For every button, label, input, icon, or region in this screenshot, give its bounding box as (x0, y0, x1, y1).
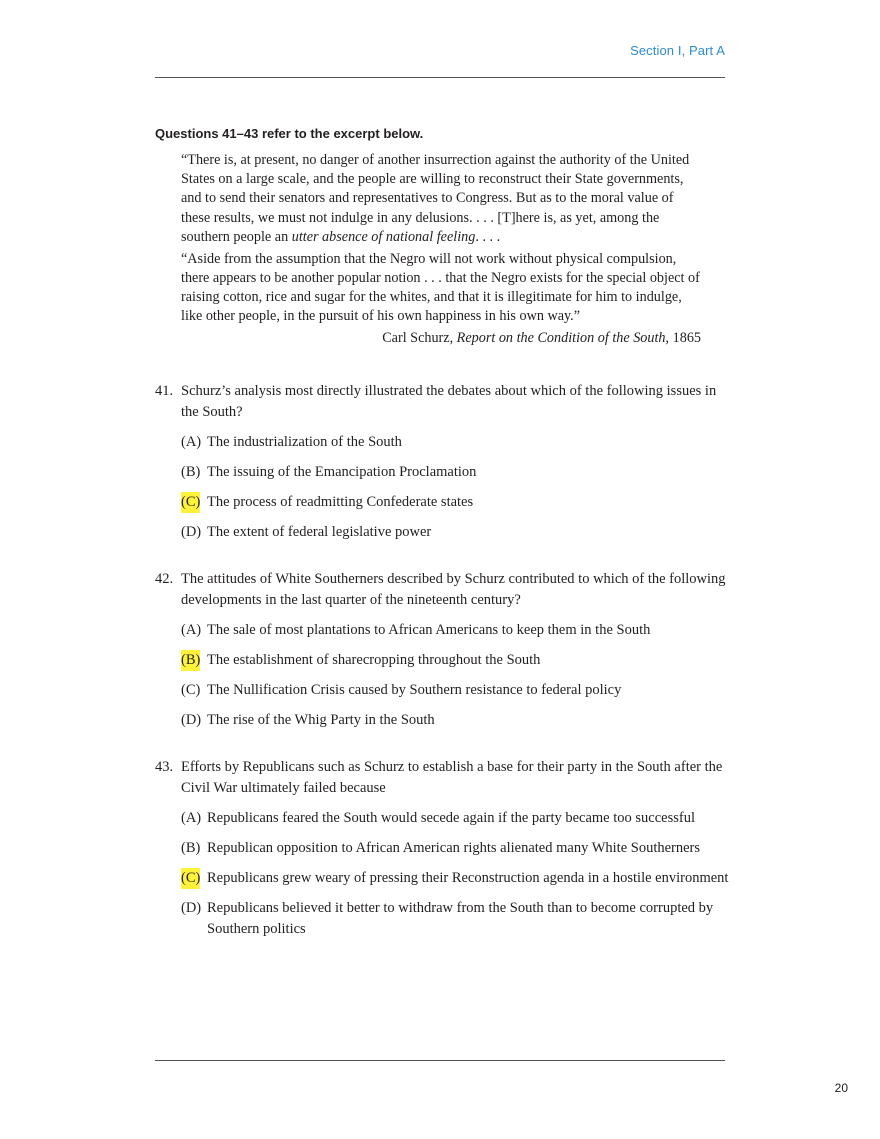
page-number: 20 (834, 1081, 848, 1095)
question-42 (155, 569, 735, 731)
question-number: 41. (155, 383, 174, 399)
choice-text: The sale of most plantations to African Americans to keep them in the South (207, 622, 651, 638)
choice-text: Republicans feared the South would secede again if the party became too successful (207, 810, 695, 826)
choice-letter-highlighted: (B) (181, 650, 200, 671)
choice-a[interactable] (155, 808, 735, 829)
excerpt-paragraph-2: “Aside from the assumption that the Negro will not work without physical compulsion, there appears to be another popular notion . . . that the Negro exists for the special object of raising cotton, rice and sugar for the whites, and that it is illegitimate for him to indulge, like other people, in the pursuit of his own happiness in his own way.” (181, 250, 700, 325)
choice-text: The establishment of sharecropping throughout the South (207, 652, 541, 668)
choice-text: Republicans grew weary of pressing their Reconstruction agenda in a hostile environment (207, 870, 729, 886)
choice-c[interactable] (155, 492, 735, 513)
question-text: The attitudes of White Southerners described by Schurz contributed to which of the following developments in the last quarter of the nineteenth century? (181, 571, 726, 608)
questions-intro: Questions 41–43 refer to the excerpt below. (155, 126, 424, 141)
choice-d[interactable] (155, 710, 735, 731)
choice-letter-highlighted: (C) (181, 492, 200, 513)
choice-letter: (C) (181, 682, 201, 698)
choice-b[interactable] (155, 838, 735, 859)
choice-letter: (B) (181, 464, 201, 480)
question-41 (155, 381, 735, 543)
choice-text: The issuing of the Emancipation Proclamation (207, 464, 477, 480)
section-header: Section I, Part A (630, 43, 725, 58)
excerpt-source (181, 329, 701, 348)
choice-letter: (D) (181, 524, 202, 540)
excerpt-paragraph-1 (181, 151, 701, 247)
question-stem (155, 381, 735, 423)
choice-a[interactable] (155, 432, 735, 453)
question-stem (155, 757, 735, 799)
choice-letter: (A) (181, 434, 202, 450)
choice-letter-highlighted: (C) (181, 868, 200, 889)
choice-d[interactable] (155, 898, 735, 940)
excerpt-emphasis: utter absence of national feeling (291, 228, 476, 245)
choice-letter: (D) (181, 712, 202, 728)
choice-text: Republican opposition to African American rights alienated many White Southerners (207, 840, 701, 856)
choice-c[interactable] (155, 868, 735, 889)
source-year: , 1865 (665, 329, 701, 346)
choice-b[interactable] (155, 462, 735, 483)
excerpt (181, 151, 701, 351)
choice-text: The process of readmitting Confederate states (207, 494, 474, 510)
header-rule (155, 77, 725, 78)
choice-b[interactable] (155, 650, 735, 671)
source-author: Carl Schurz, (382, 329, 457, 346)
question-43 (155, 757, 735, 940)
excerpt-text: “There is, at present, no danger of another insurrection against the authority of the United States on a large scale, and the people are willing to reconstruct their State governments, and to send their senators and representatives to Congress. But as to the moral value of these results, we must not indulge in any delusions. . . . [T]here is, as yet, among the southern people an (181, 152, 690, 245)
question-number: 43. (155, 759, 174, 775)
question-text: Schurz’s analysis most directly illustrated the debates about which of the following issues in the South? (181, 383, 717, 420)
choice-text: The rise of the Whig Party in the South (207, 712, 435, 728)
source-title: Report on the Condition of the South (456, 329, 666, 346)
choice-text: Republicans believed it better to withdraw from the South than to become corrupted by Southern politics (207, 900, 714, 937)
choice-text: The extent of federal legislative power (207, 524, 432, 540)
choice-d[interactable] (155, 522, 735, 543)
choice-a[interactable] (155, 620, 735, 641)
question-number: 42. (155, 571, 174, 587)
choice-letter: (B) (181, 840, 201, 856)
excerpt-text: . . . . (475, 228, 501, 245)
choice-c[interactable] (155, 680, 735, 701)
question-stem (155, 569, 735, 611)
choice-text: The industrialization of the South (207, 434, 402, 450)
question-text: Efforts by Republicans such as Schurz to establish a base for their party in the South after the Civil War ultimately failed because (181, 759, 723, 796)
footer-rule (155, 1060, 725, 1061)
choice-text: The Nullification Crisis caused by Southern resistance to federal policy (207, 682, 622, 698)
choice-letter: (D) (181, 900, 202, 916)
choice-letter: (A) (181, 810, 202, 826)
choice-letter: (A) (181, 622, 202, 638)
